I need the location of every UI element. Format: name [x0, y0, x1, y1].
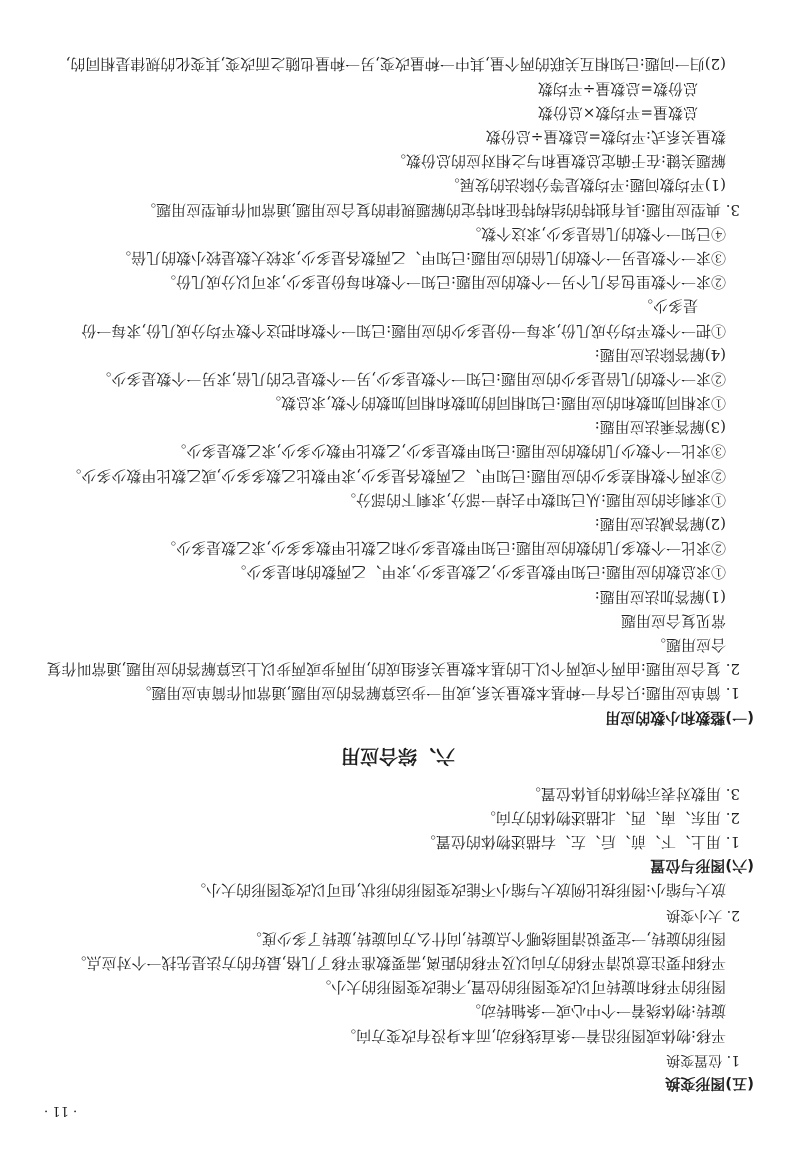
text-line: 放大与缩小:图形按比例放大与缩小不能改变图形的形状,但可以改变图形的大小。: [191, 881, 726, 900]
text-line: 平移:物体或图形沿着一条直线移动,而本身没有改变方向。: [341, 1026, 726, 1045]
text-line: ③求一个数是另一个数的几倍的应用题:已知甲、乙两数各是多少,求较大数是较小数的几倍。: [116, 249, 726, 267]
text-line: 2. 用东、南、西、北描述物体的方向。: [480, 808, 740, 827]
text-line: 图形的旋转,一定要说清围绕哪个点旋转,向什么方向旋转,旋转了多少度。: [246, 929, 726, 948]
text-line: 2. 复合应用题:由两个或两个以上的基本数量关系组成的,用两步或两步以上运算解答的应用题,通常叫作复: [46, 660, 740, 679]
text-line: 图形的平移和旋转可以改变图形的位置,不能改变图形的大小。: [316, 978, 726, 997]
text-line: 旋转:物体绕着一个中心或一条轴转动。: [465, 1002, 726, 1021]
section-heading-integer-decimal: (一)整数和小数的应用: [605, 708, 754, 727]
text-line: (2)解答减法应用题:: [594, 515, 726, 534]
text-line: (2)归一问题:已知相互关联的两个量,其中一种量改变,另一种量也随之而改变,其变化的规律是相同的,: [65, 55, 726, 74]
page-number: · 11 ·: [44, 1103, 78, 1119]
text-line: 是多少。: [637, 297, 698, 316]
text-line: (1)平均数问题:平均数是等分除法的发展。: [444, 176, 726, 195]
page-content: [42, 52, 754, 1096]
text-line: 解题关键:在于确定总数量和与之相对应的总份数。: [390, 152, 726, 171]
text-line: 常见复合应用题: [620, 611, 726, 630]
text-line: ②求一个数的几倍是多少的应用题:已知一个数是多少,另一个数是它的几倍,求另一个数是多少。: [96, 369, 726, 388]
part-title: 六、综合应用: [341, 744, 456, 767]
text-line: ①把一个数平均分成几份,求每一份是多少的应用题:已知一个数和把这个数平均分成几份,求每一份: [81, 321, 726, 340]
section-heading-graphic-position: (六)图形与位置: [650, 857, 754, 876]
text-line: 1. 用上、下、前、后、左、右描述物体的位置。: [420, 833, 740, 852]
text-line: ①求相同加数和的应用题:已知相同的加数和相同加数的个数,求总数。: [266, 394, 726, 413]
text-line: 平移时要注意说清平移的方向以及平移的距离,需要数准平移了几格,最好的方法是先找一个对应点。: [71, 954, 726, 973]
text-line: 总份数=总数量÷平均数: [537, 79, 698, 98]
text-line: ①求总数的应用题:已知甲数是多少,乙数是多少,求甲、乙两数的和是多少。: [231, 563, 726, 582]
text-line: ④已知一个数的几倍是多少,求这个数。: [466, 224, 726, 243]
text-line: 1. 简单应用题:只含有一种基本数量关系,或用一步运算解答的应用题,通常叫作简单应用题。: [136, 684, 740, 703]
text-line: 数量关系式:平均数=总数量÷总份数: [485, 128, 726, 147]
text-line: ③求比一个数少几的数的应用题:已知甲数是多少,乙数比甲数少多少,求乙数是多少。: [171, 442, 726, 461]
text-line: 2. 大小变换: [666, 906, 740, 923]
text-line: 3. 典型应用题:具有独特的结构特征和特定的解题规律的复合应用题,通常叫作典型应用题。: [141, 200, 740, 219]
text-line: (1)解答加法应用题:: [594, 587, 726, 606]
text-line: ②求一个数里包含几个另一个数的应用题:已知一个数和每份是多少,求可以分成几份。: [161, 273, 726, 292]
text-line: 合应用题。: [650, 636, 726, 654]
text-line: ②求两个数相差多少的应用题:已知甲、乙两数各是多少,求甲数比乙数多多少,或乙数比甲数少多少。: [66, 466, 726, 485]
section-heading-graphic-transform: (五)图形变换: [665, 1075, 754, 1093]
text-line: 1. 位置变换: [666, 1051, 740, 1068]
text-line: (4)解答除法应用题:: [594, 345, 726, 364]
text-line: ②求比一个数多几的数的应用题:已知甲数是多少和乙数比甲数多多少,求乙数是多少。: [161, 539, 726, 558]
text-line: ①求剩余的应用题:从已知数中去掉一部分,求剩下的部分。: [341, 490, 726, 509]
text-line: 总数量=平均数×总份数: [537, 103, 698, 122]
text-line: 3. 用数对表示物体的具体位置。: [525, 784, 740, 803]
text-line: (3)解答乘法应用题:: [594, 418, 726, 437]
